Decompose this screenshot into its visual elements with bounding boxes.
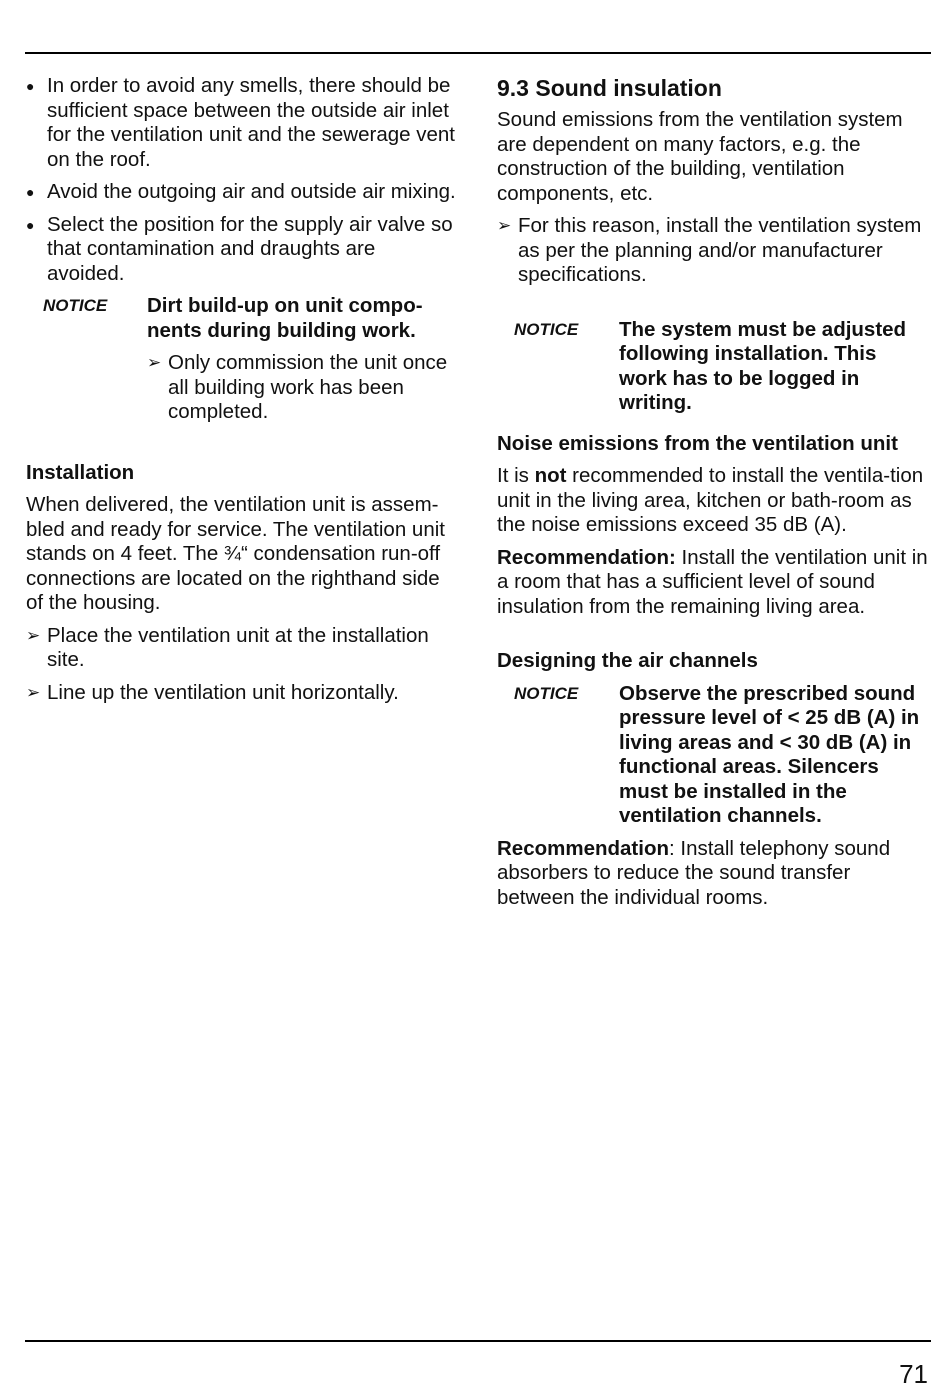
bottom-rule <box>25 1340 931 1342</box>
top-rule <box>25 52 931 54</box>
bullet-item: ● Select the position for the supply air valve so that contamination and draughts are avoided. <box>26 213 458 287</box>
notice-body <box>619 318 929 416</box>
noise-recommendation: Recommendation: Install the ventilation unit in a room that has a sufficient level of sound insulation from the remaining living area. <box>497 545 928 618</box>
notice-body <box>619 682 929 829</box>
installation-step: ➢ Line up the ventilation unit horizontally. <box>26 681 458 706</box>
notice-text: The system must be adjusted following installation. This work has to be logged in writing. <box>619 317 907 414</box>
notice-body <box>147 294 458 433</box>
noise-text: It is not recommended to install the ventila-tion unit in the living area, kitchen or bath-room as the noise emissions exceed 35 dB (A). <box>497 464 924 536</box>
notice-text: Observe the prescribed sound pressure level of < 25 dB (A) in living areas and < 30 dB (A) in functional areas. Silencers must be installed in the ventilation channels. <box>619 681 920 827</box>
notice-box <box>497 682 929 829</box>
channels-recommendation: Recommendation: Install telephony sound absorbers to reduce the sound transfer between the individual rooms. <box>497 836 891 909</box>
right-column <box>497 74 929 918</box>
bullet-item: ● Avoid the outgoing air and outside air mixing. <box>26 180 458 205</box>
channels-heading: Designing the air channels <box>497 649 758 672</box>
installation-heading: Installation <box>26 460 135 484</box>
notice-tag: NOTICE <box>514 319 579 339</box>
noise-heading: Noise emissions from the ventilation unit <box>497 431 898 455</box>
page-number: 71 <box>899 1359 928 1389</box>
notice-action: ➢ Only commission the unit once all building work has been completed. <box>147 351 458 425</box>
notice-tag: NOTICE <box>514 683 579 703</box>
notice-box <box>26 294 458 433</box>
installation-step: ➢ Place the ventilation unit at the installation site. <box>26 624 458 673</box>
notice-tag: NOTICE <box>43 296 108 315</box>
intro-action: ➢ For this reason, install the ventilation system as per the planning and/or manufacturer specifications. <box>497 214 929 288</box>
bullet-item: ● In order to avoid any smells, there should be sufficient space between the outside air inlet for the ventilation unit and the sewerage vent on the roof. <box>26 74 458 172</box>
section-title: 9.3 Sound insulation <box>497 75 722 101</box>
left-column <box>26 74 458 713</box>
notice-box <box>497 318 929 416</box>
notice-title: Dirt build-up on unit compo-nents during building work. <box>147 294 423 342</box>
installation-text: When delivered, the ventilation unit is assem-bled and ready for service. The ventilation unit stands on 4 feet. The ¾“ condensation run-off connections are located on the righthand side of the housing. <box>26 493 445 614</box>
intro-text: Sound emissions from the ventilation system are dependent on many factors, e.g. the construction of the building, ventilation components, etc. <box>497 108 903 205</box>
